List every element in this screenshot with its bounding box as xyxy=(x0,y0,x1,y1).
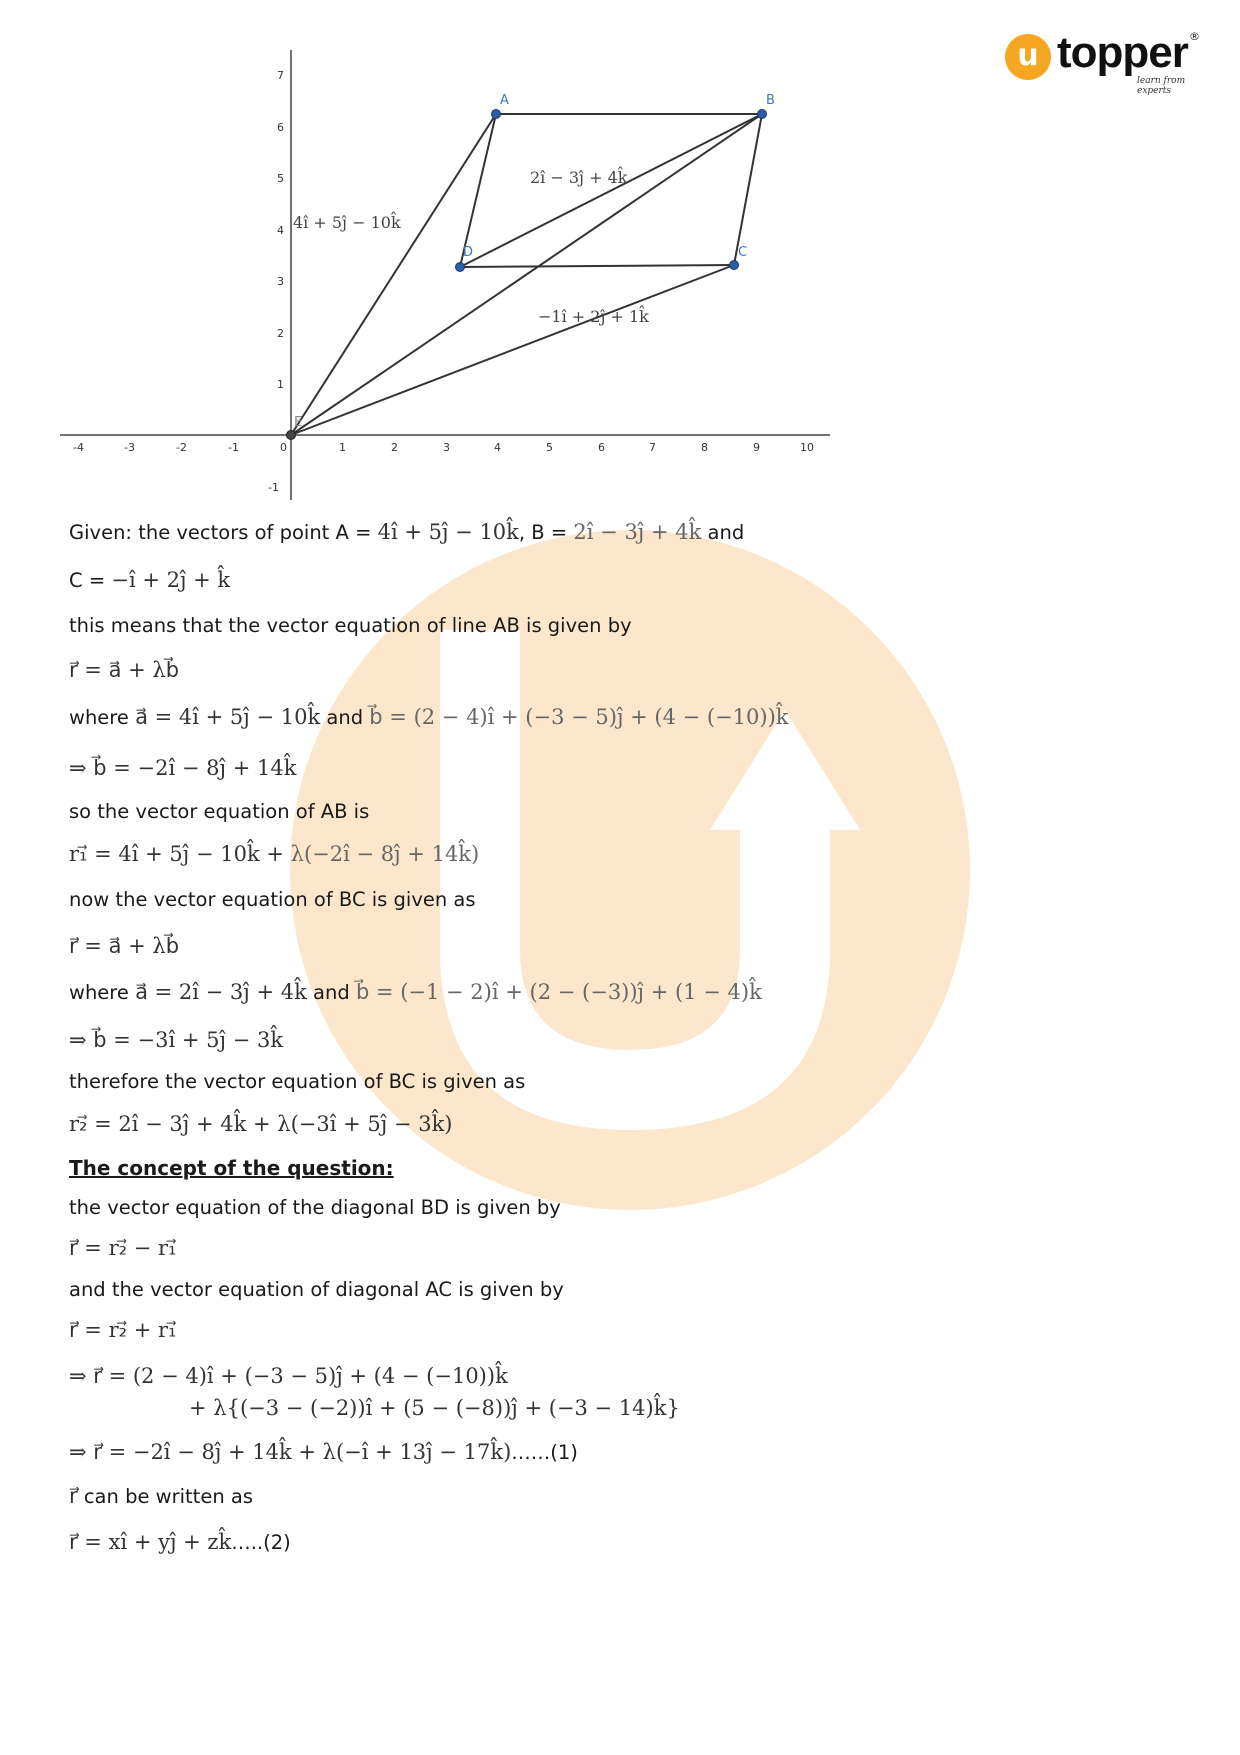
x-tick: 4 xyxy=(494,441,501,454)
given-c-line xyxy=(69,568,230,592)
r-written-line xyxy=(69,1484,253,1508)
r-xyz-line xyxy=(69,1530,291,1554)
x-tick: -2 xyxy=(176,441,187,454)
given-and: and xyxy=(701,521,745,544)
x-tick: 6 xyxy=(598,441,605,454)
line-equation-form: r⃗ = a⃗ + λb⃗ xyxy=(69,658,180,682)
logo-tagline: learn from experts xyxy=(1137,76,1186,96)
point-E xyxy=(287,431,296,440)
x-tick: 9 xyxy=(753,441,760,454)
bc-intro: now the vector equation of BC is given as xyxy=(69,888,476,911)
ab-b-vector: b⃗ = (2 − 4)î + (−3 − 5)ĵ + (4 − (−10))k̂ xyxy=(369,705,789,729)
y-tick: 3 xyxy=(277,275,284,288)
y-tick: 4 xyxy=(277,224,284,237)
ac-step-2: + λ{(−3 − (−2))î + (5 − (−8))ĵ + (−3 − 14)k̂} xyxy=(189,1396,680,1420)
concept-heading: The concept of the question: xyxy=(69,1156,394,1180)
bd-intro: the vector equation of the diagonal BD is given by xyxy=(69,1196,561,1219)
where-label: where xyxy=(69,706,136,729)
x-tick: -4 xyxy=(73,441,84,454)
ab-a-vector: a⃗ = 4î + 5ĵ − 10k̂ xyxy=(135,705,321,729)
y-tick: -1 xyxy=(268,481,279,494)
bc-eq-intro: therefore the vector equation of BC is given as xyxy=(69,1070,526,1093)
y-tick: 5 xyxy=(277,172,284,185)
given-prefix: Given: the vectors of point A = xyxy=(69,521,378,544)
label-E: E xyxy=(294,415,303,430)
x-tick-group xyxy=(73,441,814,454)
bc-where-line xyxy=(69,980,762,1004)
x-tick: 0 xyxy=(280,441,287,454)
point-B xyxy=(758,110,767,119)
ab-eq-intro: so the vector equation of AB is xyxy=(69,800,370,823)
r-written-text: can be written as xyxy=(77,1485,253,1508)
equation-tag-2: …..(2) xyxy=(231,1531,291,1554)
x-tick: -3 xyxy=(124,441,135,454)
segment-CD xyxy=(460,265,734,267)
segment-EC xyxy=(291,265,734,435)
ab-eq-lhs: r₁⃗ = 4î + 5ĵ − 10k̂ + xyxy=(69,842,291,866)
logo-wordmark: topper xyxy=(1057,28,1188,77)
ac-equation: r⃗ = r₂⃗ + r₁⃗ xyxy=(69,1318,177,1342)
bc-b-result: ⇒ b⃗ = −3î + 5ĵ − 3k̂ xyxy=(69,1028,284,1052)
vector-label-EA: 4î + 5ĵ − 10k̂ xyxy=(293,213,401,232)
segment-EB xyxy=(291,114,762,435)
segment-BC xyxy=(734,114,762,265)
y-tick: 6 xyxy=(277,121,284,134)
vector-label-EC: −1î + 2ĵ + 1k̂ xyxy=(538,307,649,326)
r-xyz-equation: r⃗ = xî + yĵ + zk̂ xyxy=(69,1530,232,1554)
x-tick: 7 xyxy=(649,441,656,454)
label-A: A xyxy=(500,93,509,108)
x-tick: -1 xyxy=(228,441,239,454)
and-label-2: and xyxy=(306,981,356,1004)
vector-label-DB: 2î − 3ĵ + 4k̂ xyxy=(530,168,628,187)
logo-registered-mark: ® xyxy=(1189,30,1200,43)
point-C xyxy=(730,261,739,270)
vector-B: 2î − 3ĵ + 4k̂ xyxy=(573,520,702,544)
x-tick: 8 xyxy=(701,441,708,454)
y-tick: 2 xyxy=(277,327,284,340)
bc-a-vector: a⃗ = 2î − 3ĵ + 4k̂ xyxy=(135,980,307,1004)
ac-step-3: ⇒ r⃗ = −2î − 8ĵ + 14k̂ + λ(−î + 13ĵ − 17k̂) xyxy=(69,1440,512,1464)
x-tick: 5 xyxy=(546,441,553,454)
point-A xyxy=(492,110,501,119)
c-prefix: C = xyxy=(69,569,112,592)
label-B: B xyxy=(766,93,775,108)
x-tick: 10 xyxy=(800,441,814,454)
logo-mark: u xyxy=(1005,34,1051,80)
topper-logo xyxy=(1005,28,1205,96)
where-label-2: where xyxy=(69,981,136,1004)
bc-equation: r₂⃗ = 2î − 3ĵ + 4k̂ + λ(−3î + 5ĵ − 3k̂) xyxy=(69,1112,453,1136)
x-tick: 2 xyxy=(391,441,398,454)
y-tick: 7 xyxy=(277,69,284,82)
line-equation-form-2: r⃗ = a⃗ + λb⃗ xyxy=(69,934,180,958)
label-C: C xyxy=(738,245,748,260)
ab-intro: this means that the vector equation of line AB is given by xyxy=(69,614,632,637)
equation-tag-1: ……(1) xyxy=(511,1441,578,1464)
y-tick: 1 xyxy=(277,378,284,391)
ac-step-1: ⇒ r⃗ = (2 − 4)î + (−3 − 5)ĵ + (4 − (−10))k̂ xyxy=(69,1364,508,1388)
bc-b-vector: b⃗ = (−1 − 2)î + (2 − (−3))ĵ + (1 − 4)k̂ xyxy=(355,980,762,1004)
ab-where-line xyxy=(69,705,789,729)
segment-EA xyxy=(291,114,496,435)
vector-A: 4î + 5ĵ − 10k̂ xyxy=(377,520,519,544)
ab-eq-rhs: λ(−2î − 8ĵ + 14k̂) xyxy=(290,842,480,866)
ac-step-3-line xyxy=(69,1440,578,1464)
ab-equation xyxy=(69,842,479,866)
x-tick: 3 xyxy=(443,441,450,454)
y-tick-group xyxy=(268,69,284,494)
point-D xyxy=(456,263,465,272)
ab-b-result: ⇒ b⃗ = −2î − 8ĵ + 14k̂ xyxy=(69,756,297,780)
bd-equation: r⃗ = r₂⃗ − r₁⃗ xyxy=(69,1236,177,1260)
vector-C: −î + 2ĵ + k̂ xyxy=(111,568,231,592)
and-label: and xyxy=(320,706,370,729)
label-D: D xyxy=(463,245,474,260)
x-tick: 1 xyxy=(339,441,346,454)
r-vector-symbol: r⃗ xyxy=(69,1484,78,1508)
segment-DB xyxy=(460,114,762,267)
given-separator: , B = xyxy=(518,521,574,544)
given-line xyxy=(69,520,744,544)
ac-intro: and the vector equation of diagonal AC is given by xyxy=(69,1278,564,1301)
parallelogram-graph xyxy=(60,50,850,510)
